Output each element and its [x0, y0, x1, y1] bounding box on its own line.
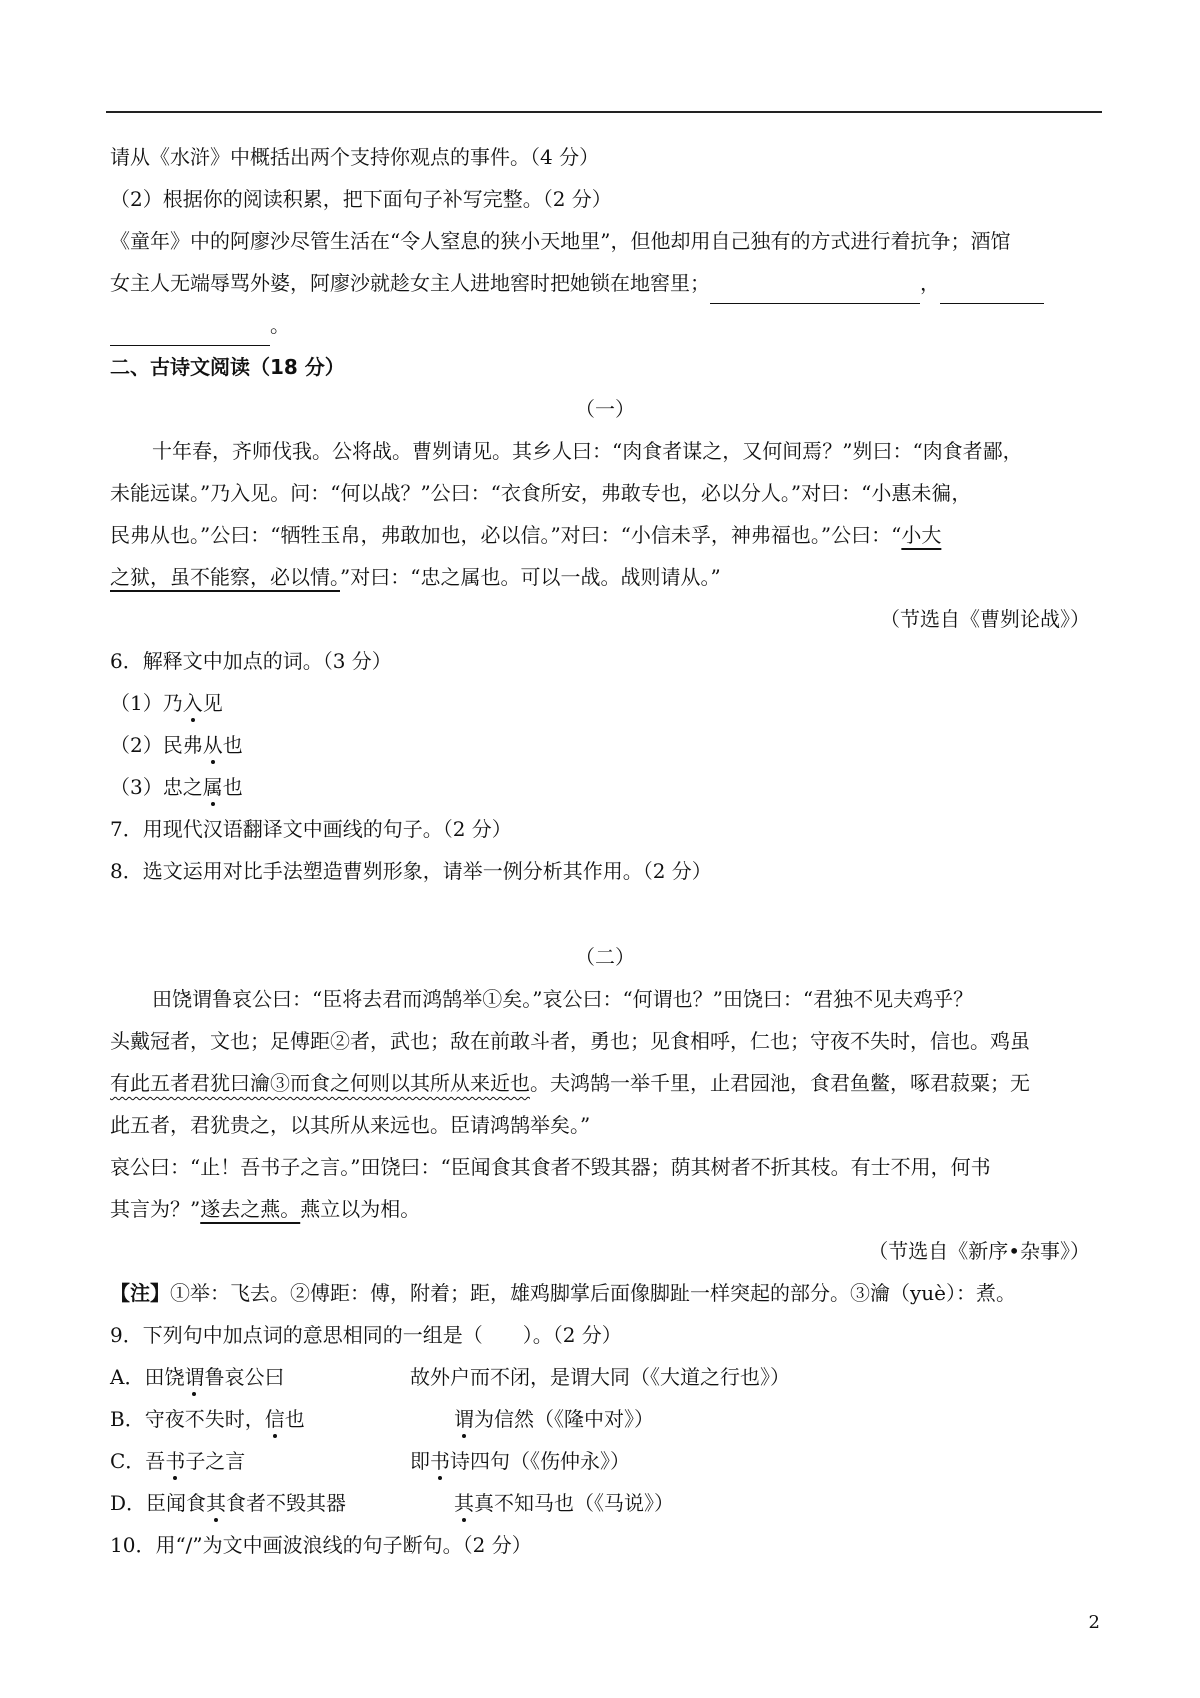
q9-option-c-right: 诗四句（《伤仲永》） — [450, 1449, 630, 1473]
underlined-sentence: 遂去之燕。 — [200, 1197, 301, 1221]
q6-item-1-pre: （1）乃 — [110, 691, 183, 715]
page-number: 2 — [1088, 1612, 1100, 1633]
answer-blank-1[interactable] — [710, 275, 920, 304]
q9-option-d-right: 真不知马也（《马说》） — [474, 1491, 674, 1515]
q9-option-c-left — [110, 1440, 410, 1482]
part1-line1: 十年春，齐师伐我。公将战。曹刿请见。其乡人曰：“肉食者谋之，又何间焉？”刿曰：“肉食者鄙， — [152, 439, 1023, 463]
spacer — [110, 892, 1100, 936]
q9-title: 9．下列句中加点词的意思相同的一组是（ ）。（2 分） — [110, 1323, 622, 1347]
part2-line1: 田饶谓鲁哀公曰：“臣将去君而鸿鹄举①矣。”哀公曰：“何谓也？”田饶曰：“君独不见夫鸡乎？ — [152, 987, 974, 1011]
part2-line6-text: 其言为？” — [110, 1197, 201, 1221]
part1-source: （节选自《曹刿论战》） — [880, 607, 1090, 631]
answer-blank-2b[interactable] — [110, 317, 270, 346]
q9-b-post: 也 — [284, 1407, 305, 1431]
note — [110, 1272, 1100, 1314]
dotted-word: 书 — [430, 1440, 450, 1482]
q9-option-d-left — [110, 1482, 454, 1524]
part2-line6 — [110, 1188, 1100, 1230]
answer-blank-2a[interactable] — [940, 275, 1044, 304]
q9-option-b-right: 为信然（《隆中对》） — [474, 1407, 654, 1431]
q9-option-d — [110, 1482, 1100, 1524]
dotted-word: 入 — [183, 682, 203, 724]
q9-b-pre: B．守夜不失时， — [110, 1407, 265, 1431]
q6-item-2 — [110, 724, 1100, 766]
q6-item-2-pre: （2）民弗 — [110, 733, 203, 757]
q9-option-a-right: 故外户而不闭，是谓大同（《大道之行也》） — [410, 1365, 790, 1389]
part2-line3 — [110, 1062, 1100, 1104]
q9-option-a-left — [110, 1356, 410, 1398]
part2-source: （节选自《新序•杂事》） — [868, 1239, 1090, 1263]
section-title: 二、古诗文阅读（18 分） — [110, 355, 345, 379]
comma: ， — [920, 271, 940, 295]
wavy-underlined-sentence: 有此五者君犹曰瀹③而食之何则以其所从来近也 — [110, 1071, 530, 1095]
note-label: 【注】 — [110, 1281, 170, 1305]
dotted-word: 从 — [203, 724, 223, 766]
part1-line2: 未能远谋。”乃入见。问：“何以战？”公曰：“衣食所安，弗敢专也，必以分人。”对曰：“小惠未徧， — [110, 481, 972, 505]
q9-d-pre: D．臣闻食 — [110, 1491, 207, 1515]
part1-line4-text: ”对曰：“忠之属也。可以一战。战则请从。” — [340, 565, 721, 589]
q5-2-text-line3 — [110, 304, 1100, 346]
q9-c-post: 子之言 — [185, 1449, 246, 1473]
q9-c-pre: C．吾 — [110, 1449, 166, 1473]
header-rule — [106, 111, 1102, 113]
q9-option-a — [110, 1356, 1100, 1398]
dotted-word: 信 — [265, 1398, 285, 1440]
q5-2-text-line2-text: 女主人无端辱骂外婆，阿廖沙就趁女主人进地窖时把她锁在地窖里； — [110, 271, 710, 295]
q10: 10．用“/”为文中画波浪线的句子断句。（2 分） — [110, 1533, 532, 1557]
content — [110, 136, 1100, 1566]
q5-tail: 请从《水浒》中概括出两个支持你观点的事件。（4 分） — [110, 145, 600, 169]
dotted-word: 其 — [206, 1482, 226, 1524]
q6-item-1 — [110, 682, 1100, 724]
q7: 7．用现代汉语翻译文中画线的句子。（2 分） — [110, 817, 512, 841]
note-text: ①举：飞去。②傅距：傅，附着；距，雄鸡脚掌后面像脚趾一样突起的部分。③瀹（yuè）：煮。 — [170, 1281, 1017, 1305]
dotted-word: 书 — [165, 1440, 185, 1482]
q9-a-post: 鲁哀公曰 — [204, 1365, 285, 1389]
dotted-word: 其 — [454, 1482, 474, 1524]
q5-2-text-line1: 《童年》中的阿廖沙尽管生活在“令人窒息的狭小天地里”，但他却用自己独有的方式进行着抗争；酒馆 — [110, 229, 1011, 253]
q9-a-pre: A．田饶 — [110, 1365, 185, 1389]
period: 。 — [270, 313, 290, 337]
q9-option-b — [110, 1398, 1100, 1440]
q9-d-post: 食者不毁其器 — [226, 1491, 347, 1515]
part2-line3-text: 。夫鸿鹄一举千里，止君园池，食君鱼鳖，啄君菽粟；无 — [530, 1071, 1030, 1095]
part1-line3-text: 民弗从也。”公曰：“牺牲玉帛，弗敢加也，必以信。”对曰：“小信未孚，神弗福也。”公曰：“ — [110, 523, 902, 547]
part1-heading: （一） — [575, 397, 635, 421]
dotted-word: 谓 — [184, 1356, 204, 1398]
part1-line3 — [110, 514, 1100, 556]
q6-title: 6．解释文中加点的词。（3 分） — [110, 649, 392, 673]
part2-heading: （二） — [575, 945, 635, 969]
dotted-word: 属 — [203, 766, 223, 808]
q6-item-1-post: 见 — [202, 691, 223, 715]
q8: 8．选文运用对比手法塑造曹刿形象，请举一例分析其作用。（2 分） — [110, 859, 712, 883]
part2-line2: 头戴冠者，文也；足傅距②者，武也；敌在前敢斗者，勇也；见食相呼，仁也；守夜不失时，信也。鸡虽 — [110, 1029, 1030, 1053]
q5-2-prompt: （2）根据你的阅读积累，把下面句子补写完整。（2 分） — [110, 187, 612, 211]
part2-line6-tail: 燕立以为相。 — [300, 1197, 421, 1221]
underlined-sentence-part1: 小大 — [901, 523, 942, 547]
part2-line5: 哀公曰：“止！吾书子之言。”田饶曰：“臣闻食其食者不毁其器；荫其树者不折其枝。有士不用，何书 — [110, 1155, 991, 1179]
dotted-word: 谓 — [454, 1398, 474, 1440]
part1-line4 — [110, 556, 1100, 598]
q6-item-3-post: 也 — [222, 775, 243, 799]
q6-item-3-pre: （3）忠之 — [110, 775, 203, 799]
q6-item-3 — [110, 766, 1100, 808]
part2-line4: 此五者，君犹贵之，以其所从来远也。臣请鸿鹄举矣。” — [110, 1113, 591, 1137]
q9-c-right-pre: 即 — [410, 1449, 430, 1473]
q6-item-2-post: 也 — [222, 733, 243, 757]
q9-option-c — [110, 1440, 1100, 1482]
underlined-sentence-part2: 之狱，虽不能察，必以情。 — [110, 565, 340, 589]
q5-2-text-line2 — [110, 262, 1100, 304]
q9-option-b-left — [110, 1398, 454, 1440]
